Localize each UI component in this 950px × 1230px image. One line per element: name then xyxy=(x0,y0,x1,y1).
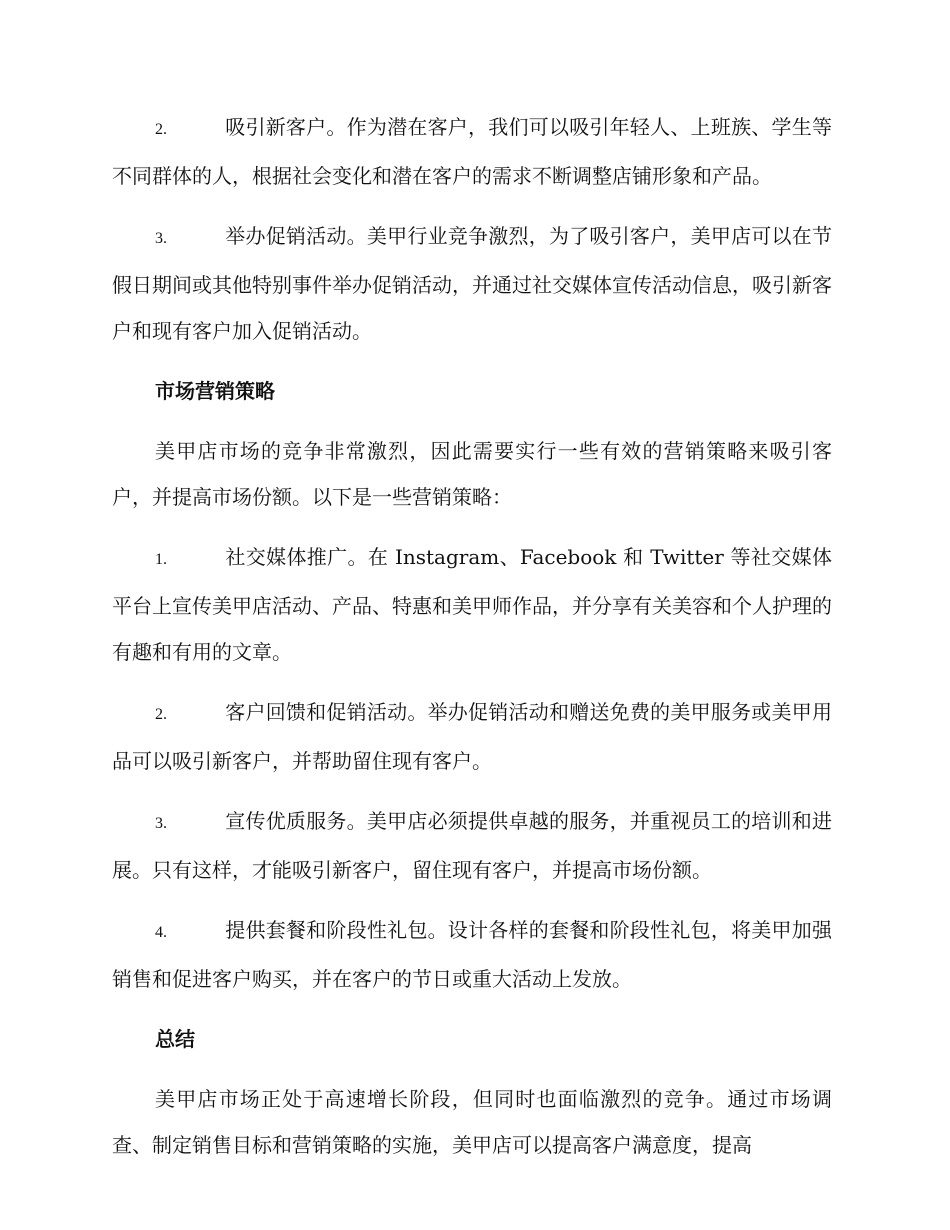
paragraph-summary: 美甲店市场正处于高速增长阶段，但同时也面临激烈的竞争。通过市场调查、制定销售目标和营销策略的实施，美甲店可以提高客户满意度，提高 xyxy=(112,1087,832,1157)
list-text: 宣传优质服务。美甲店必须提供卓越的服务，并重视员工的培训和进展。只有这样，才能吸引新客户，留住现有客户，并提高市场份额。 xyxy=(112,809,832,882)
list-number: 1. xyxy=(155,551,167,568)
section-heading-summary: 总结 xyxy=(155,1027,195,1051)
list-number: 4. xyxy=(155,924,167,941)
list-text: 社交媒体推广。在 Instagram、Facebook 和 Twitter 等社交媒体平台上宣传美甲店活动、产品、特惠和美甲师作品，并分享有关美容和个人护理的有趣和有用的文章。 xyxy=(112,545,832,664)
list-number: 3. xyxy=(155,230,167,247)
list-text: 举办促销活动。美甲行业竞争激烈，为了吸引客户，美甲店可以在节假日期间或其他特别事件举办促销活动，并通过社交媒体宣传活动信息，吸引新客户和现有客户加入促销活动。 xyxy=(112,224,832,343)
document-page xyxy=(112,104,832,1182)
list-text: 提供套餐和阶段性礼包。设计各样的套餐和阶段性礼包，将美甲加强销售和促进客户购买，并在客户的节日或重大活动上发放。 xyxy=(112,918,832,991)
list-number: 2. xyxy=(155,706,167,723)
list-number: 3. xyxy=(155,815,167,832)
list-item xyxy=(112,213,832,354)
list-item xyxy=(112,104,832,199)
section-heading-marketing: 市场营销策略 xyxy=(155,379,275,403)
list-item xyxy=(112,534,832,675)
list-item xyxy=(112,907,832,1002)
paragraph-marketing-intro: 美甲店市场的竞争非常激烈，因此需要实行一些有效的营销策略来吸引客户，并提高市场份额。以下是一些营销策略： xyxy=(112,439,832,509)
list-text: 客户回馈和促销活动。举办促销活动和赠送免费的美甲服务或美甲用品可以吸引新客户，并帮助留住现有客户。 xyxy=(112,700,832,773)
list-item xyxy=(112,798,832,893)
list-number: 2. xyxy=(155,121,167,138)
list-item xyxy=(112,689,832,784)
list-text: 吸引新客户。作为潜在客户，我们可以吸引年轻人、上班族、学生等不同群体的人，根据社会变化和潜在客户的需求不断调整店铺形象和产品。 xyxy=(112,115,832,188)
